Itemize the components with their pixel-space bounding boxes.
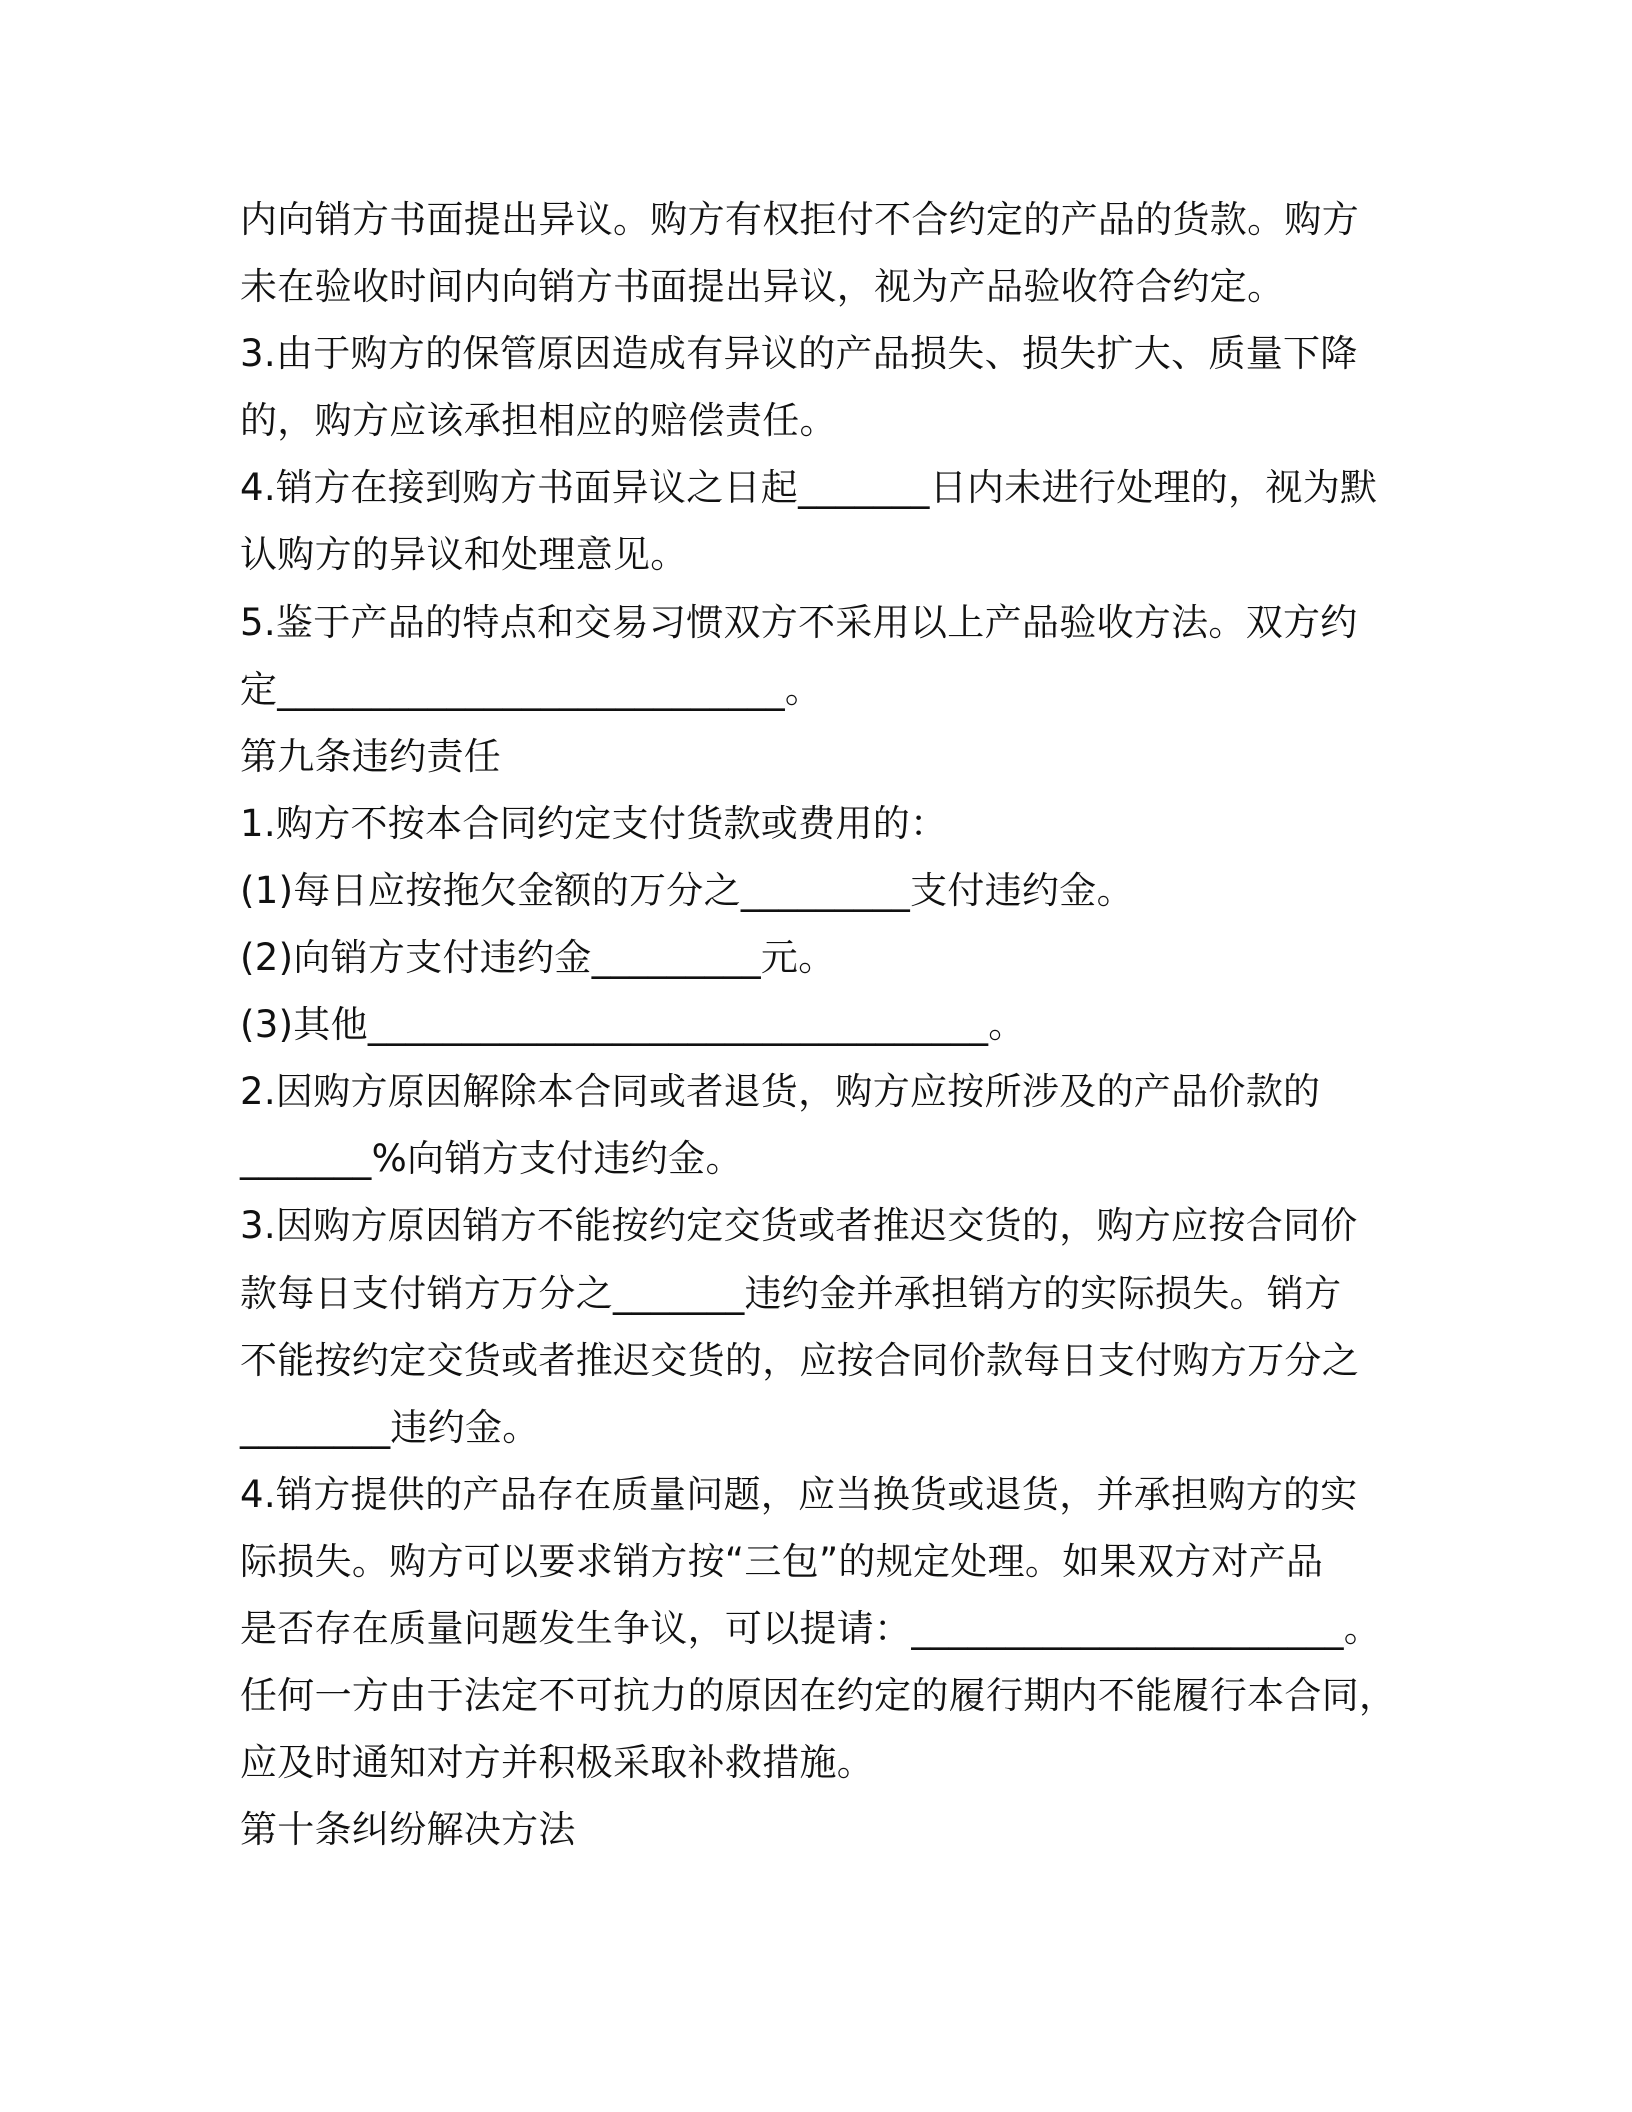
text-line: 是否存在质量问题发生争议，可以提请：_______________________。 — [240, 1606, 1382, 1650]
text-line: 任何一方由于法定不可抗力的原因在约定的履行期内不能履行本合同， — [240, 1674, 1397, 1718]
text-line: 内向销方书面提出异议。购方有权拒付不合约定的产品的货款。购方 — [240, 198, 1359, 241]
text-line: (3)其他_________________________________。 — [240, 1003, 1026, 1047]
text-line: 2.因购方原因解除本合同或者退货，购方应按所涉及的产品价款的 — [240, 1070, 1321, 1114]
text-line: 际损失。购方可以要求销方按“三包”的规定处理。如果双方对产品 — [240, 1539, 1324, 1583]
text-line: 应及时通知对方并积极采取补救措施。 — [240, 1741, 875, 1785]
text-line: 的，购方应该承担相应的赔偿责任。 — [240, 399, 837, 443]
text-line: 未在验收时间内向销方书面提出异议，视为产品验收符合约定。 — [240, 265, 1285, 309]
text-line: 1.购方不按本合同约定支付货款或费用的： — [240, 801, 948, 845]
text-line: ________违约金。 — [240, 1405, 540, 1449]
text-line: 3.因购方原因销方不能按约定交货或者推迟交货的，购方应按合同价 — [240, 1204, 1358, 1248]
text-line: (1)每日应按拖欠金额的万分之_________支付违约金。 — [240, 868, 1134, 912]
text-line: 款每日支付销方万分之_______违约金并承担销方的实际损失。销方 — [240, 1271, 1342, 1315]
text-line: 4.销方在接到购方书面异议之日起_______日内未进行处理的，视为默 — [240, 466, 1378, 510]
section-heading: 第九条违约责任 — [240, 734, 502, 778]
text-line: 不能按约定交货或者推迟交货的，应按合同价款每日支付购方万分之 — [240, 1338, 1359, 1382]
document-body — [240, 186, 1420, 1863]
section-heading: 第十条纠纷解决方法 — [240, 1808, 576, 1852]
text-line: (2)向销方支付违约金_________元。 — [240, 936, 836, 980]
text-line: 定___________________________。 — [240, 667, 823, 711]
text-line: _______%向销方支付违约金。 — [240, 1137, 743, 1181]
text-line: 认购方的异议和处理意见。 — [240, 533, 688, 577]
text-line: 3.由于购方的保管原因造成有异议的产品损失、损失扩大、质量下降 — [240, 332, 1358, 376]
text-line: 4.销方提供的产品存在质量问题，应当换货或退货，并承担购方的实 — [240, 1472, 1358, 1516]
text-line: 5.鉴于产品的特点和交易习惯双方不采用以上产品验收方法。双方约 — [240, 600, 1358, 644]
